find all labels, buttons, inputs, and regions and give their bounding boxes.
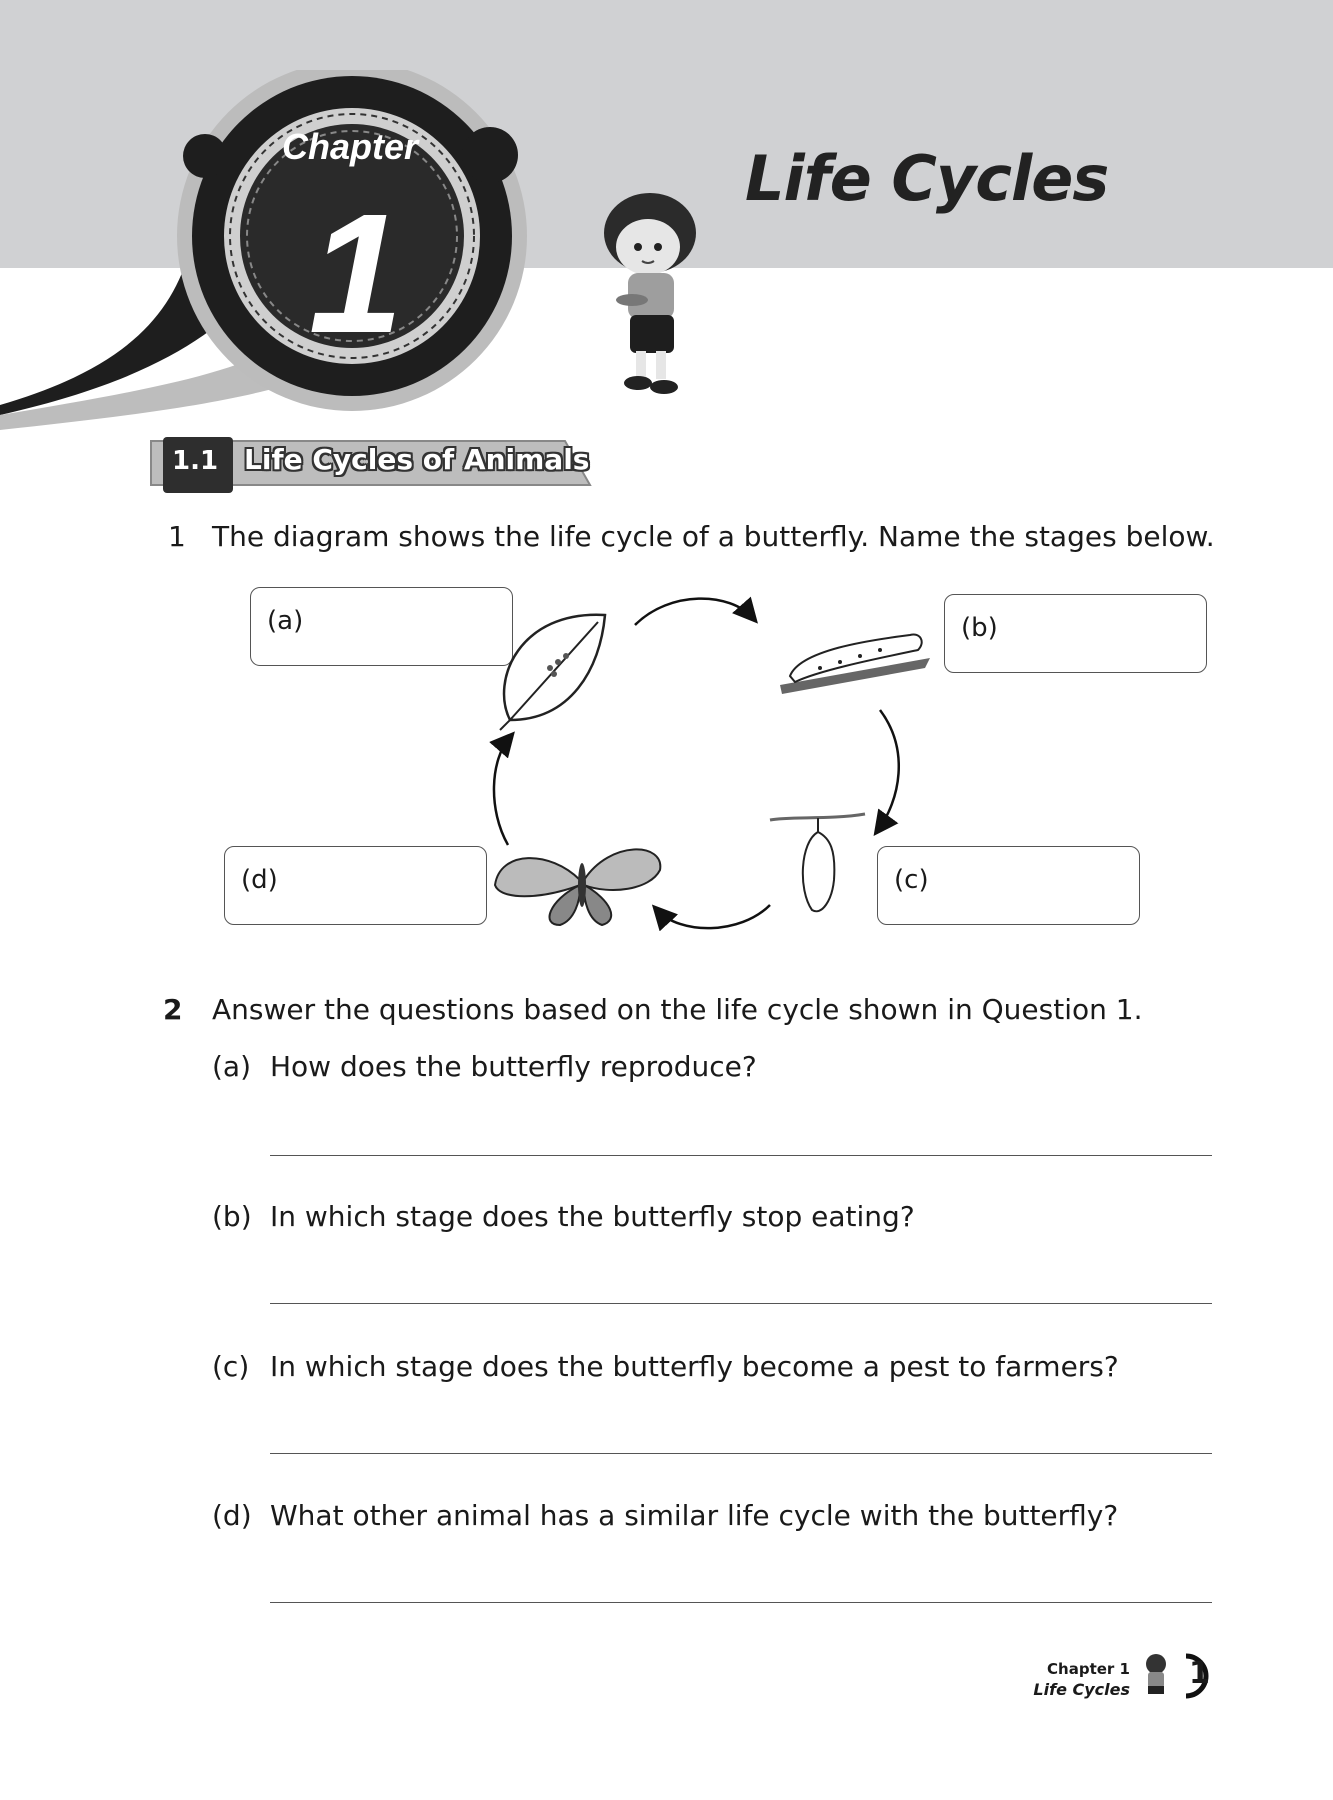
caterpillar-icon bbox=[780, 634, 930, 694]
section-title: Life Cycles of Animals bbox=[244, 443, 590, 476]
answer-box-c[interactable]: (c) bbox=[877, 846, 1140, 925]
part-c-text: In which stage does the butterfly become a pest to farmers? bbox=[270, 1350, 1119, 1383]
part-a-text: How does the butterfly reproduce? bbox=[270, 1050, 757, 1083]
part-d-label: (d) bbox=[212, 1499, 252, 1532]
question-1-text: The diagram shows the life cycle of a butterfly. Name the stages below. bbox=[212, 520, 1215, 553]
life-cycle-diagram bbox=[480, 580, 940, 940]
question-1-number: 1 bbox=[168, 520, 186, 553]
question-2-text: Answer the questions based on the life cycle shown in Question 1. bbox=[212, 993, 1143, 1026]
answer-line-d[interactable] bbox=[270, 1602, 1212, 1603]
chapter-number: 1 bbox=[308, 179, 404, 369]
footer-chapter: Chapter 1 bbox=[1047, 1660, 1130, 1678]
page-number: 1 bbox=[1189, 1656, 1210, 1691]
part-c-label: (c) bbox=[212, 1350, 250, 1383]
part-a-label: (a) bbox=[212, 1050, 252, 1083]
answer-box-d[interactable]: (d) bbox=[224, 846, 487, 925]
part-b-label: (b) bbox=[212, 1200, 252, 1233]
question-2-number: 2 bbox=[163, 993, 183, 1026]
chrysalis-icon bbox=[770, 814, 865, 911]
footer-title: Life Cycles bbox=[1033, 1680, 1130, 1699]
answer-line-b[interactable] bbox=[270, 1303, 1212, 1304]
page-title: Life Cycles bbox=[745, 142, 1109, 215]
chapter-badge bbox=[0, 70, 540, 430]
boy-illustration bbox=[590, 185, 710, 405]
footer-boy-icon bbox=[1146, 1654, 1166, 1694]
answer-box-a[interactable]: (a) bbox=[250, 587, 513, 666]
answer-line-c[interactable] bbox=[270, 1453, 1212, 1454]
answer-line-a[interactable] bbox=[270, 1155, 1212, 1156]
section-number: 1.1 bbox=[172, 446, 219, 476]
chapter-word: Chapter bbox=[281, 126, 419, 167]
leaf-eggs-icon bbox=[500, 615, 605, 730]
part-d-text: What other animal has a similar life cycle with the butterfly? bbox=[270, 1499, 1119, 1532]
answer-box-b[interactable]: (b) bbox=[944, 594, 1207, 673]
butterfly-icon bbox=[495, 849, 660, 925]
part-b-text: In which stage does the butterfly stop eating? bbox=[270, 1200, 915, 1233]
